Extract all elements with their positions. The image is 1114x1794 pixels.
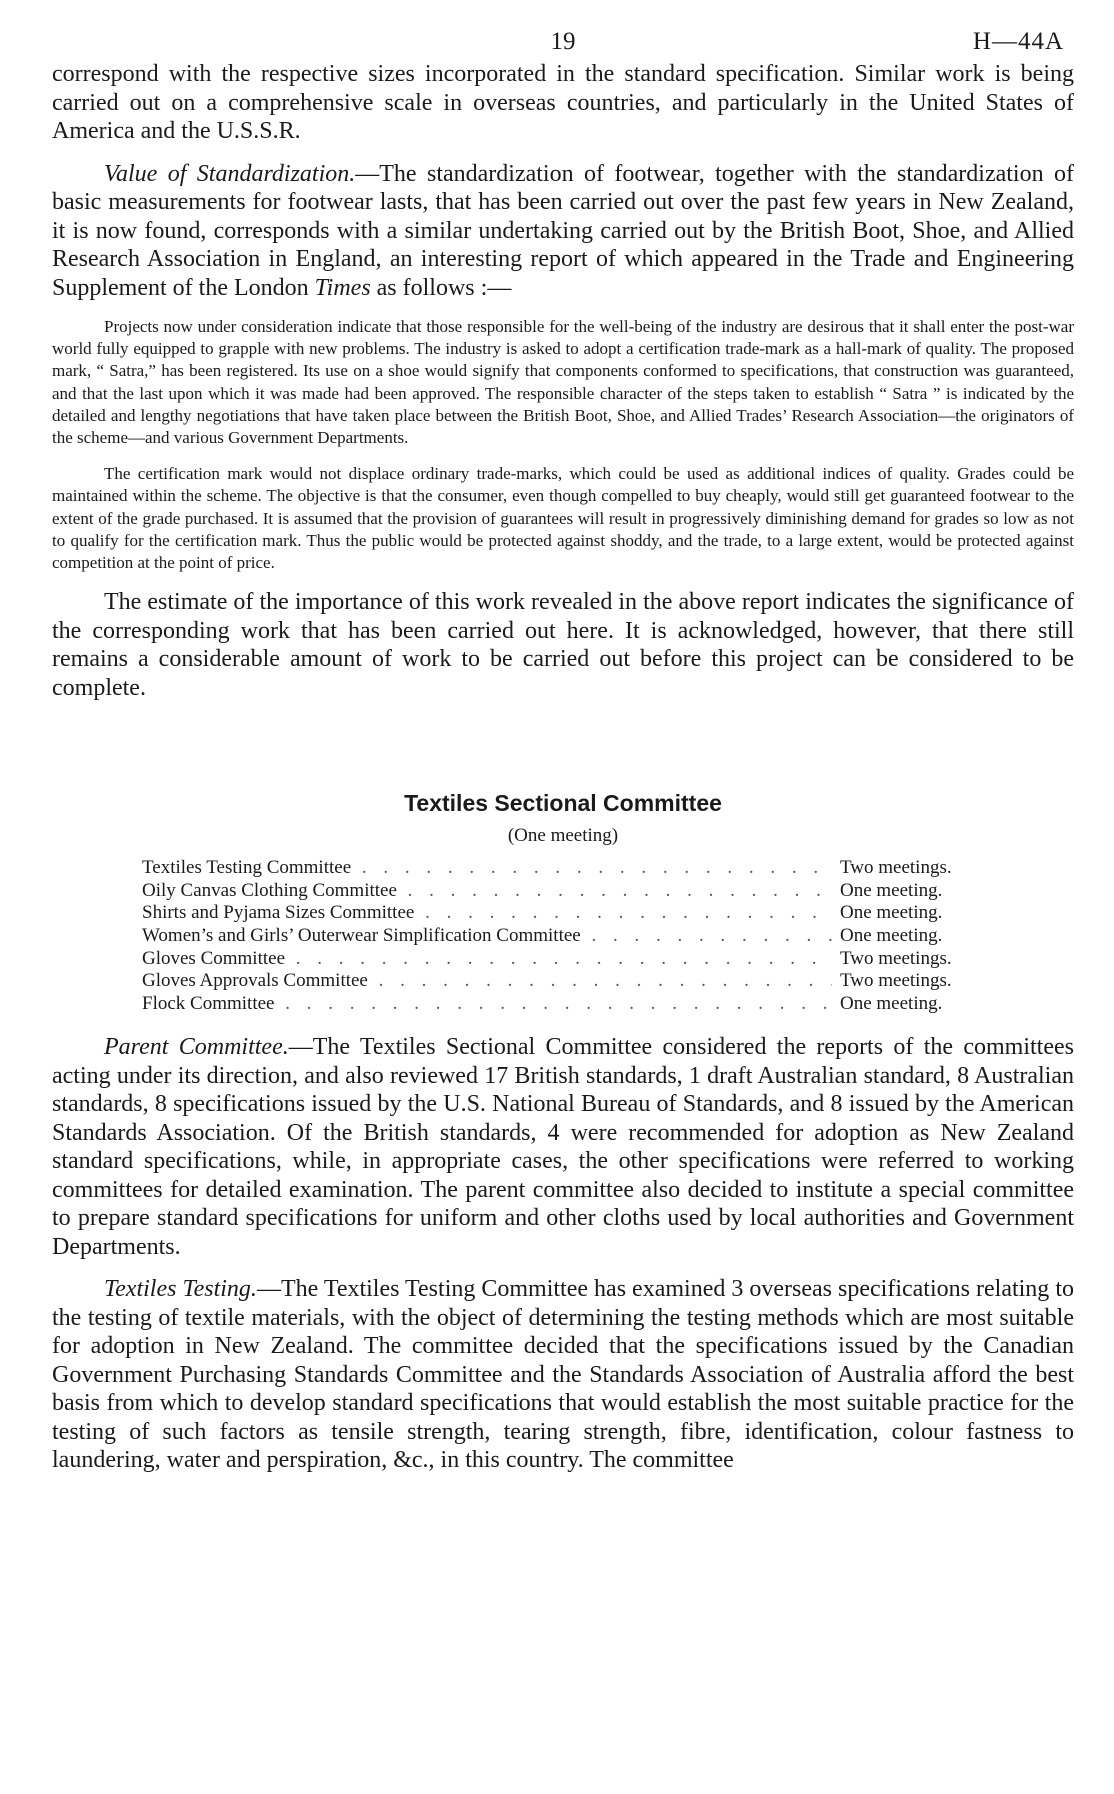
quote-paragraph-2: The certification mark would not displace ordinary trade-marks, which could be used as additional indices of quality. Grades could be maintained within the scheme. The objective is that the consumer, even though compelled to buy cheaply, would still get guaranteed footwear to the extent of the grade purchased. It is assumed that the provision of guarantees will result in progressively diminishing demand for grades so low as not to qualify for the certification mark. Thus the public would be protected against shoddy, and the trade, to a large extent, would be protected against competition at the point of price. <box>52 464 1074 573</box>
list-item <box>142 948 1002 971</box>
page-number: 19 <box>550 28 576 55</box>
paragraph-textiles-testing <box>52 1275 1074 1475</box>
meeting-count: One meeting. <box>840 992 943 1014</box>
section-subtitle: (One meeting) <box>507 825 619 847</box>
committee-name: Oily Canvas Clothing Committee . . . <box>142 880 832 903</box>
meeting-count: Two meetings. <box>840 857 952 879</box>
quote-paragraph-1: Projects now under consideration indicate that those responsible for the well-being of the industry are desirous that it shall enter the post-war world fully equipped to grapple with new problems. The industry is asked to adopt a certification trade-mark as a hall-mark of quality. The proposed mark, “ Satra,” has been registered. Its use on a shoe would signify that components conformed to specifications, that construction was guaranteed, and that the last upon which it was made had been approved. The responsible character of the steps taken to establish “ Satra ” is indicated by the detailed and lengthy negotiations that have taken place between the British Boot, Shoe, and Allied Trades’ Research Association—the originators of the scheme—and various Government Departments. <box>52 317 1074 448</box>
meeting-count: One meeting. <box>840 879 943 901</box>
list-item <box>142 880 1002 903</box>
italic-times: Times <box>314 274 371 301</box>
paragraph-continued: correspond with the respective sizes incorporated in the standard specification. Similar work is being carried out on a comprehensive scale in overseas countries, and particularly in the United States of America and the U.S.S.R. <box>52 61 1074 144</box>
document-reference: H—44A <box>972 28 1064 55</box>
meeting-count: Two meetings. <box>840 947 952 969</box>
meeting-count: Two meetings. <box>840 970 952 992</box>
section-title: Textiles Sectional Committee <box>404 790 722 817</box>
runin-heading: Value of Standardization. <box>104 160 356 187</box>
runin-heading: Textiles Testing. <box>104 1276 257 1303</box>
list-item <box>142 902 1002 925</box>
committee-name: Textiles Testing Committee . . . <box>142 857 832 880</box>
quoted-report <box>52 316 1074 574</box>
paragraph-value-of-standardization <box>52 160 1074 303</box>
committee-name: Gloves Approvals Committee . . . <box>142 970 832 993</box>
meeting-count: One meeting. <box>840 902 943 924</box>
paragraph-text-end: as follows :— <box>370 274 512 301</box>
runin-heading: Parent Committee. <box>104 1034 289 1061</box>
paragraph-parent-committee <box>52 1033 1074 1261</box>
list-item <box>142 857 1002 880</box>
list-item <box>142 925 1002 948</box>
committee-name: Women’s and Girls’ Outerwear Simplification Committee . . . <box>142 925 832 948</box>
paragraph-text: —The standardization of footwear, together with the standardization of basic measurements for footwear lasts, that has been carried out over the past few years in New Zealand, it is now found, corresponds with a similar undertaking carried out by the British Boot, Shoe, and Allied Research Association in England, an interesting report of which appeared in the Trade and Engineering Supplement of the London <box>52 160 1074 301</box>
committee-name: Shirts and Pyjama Sizes Committee . . . <box>142 902 832 925</box>
paragraph-text: —The Textiles Testing Committee has examined 3 overseas specifications relating to the testing of textile materials, with the object of determining the testing methods which are most suitable for adoption in New Zealand. The committee decided that the specifications issued by the Canadian Government Purchasing Standards Committee and the Standards Association of Australia afford the best basis from which to develop standard specifications that would establish the most suitable practice for the testing of such factors as tensile strength, tearing strength, fibre, identification, colour fastness to laundering, water and perspiration, &c., in this country. The committee <box>52 1276 1074 1474</box>
meeting-count: One meeting. <box>840 925 943 947</box>
list-item <box>142 970 1002 993</box>
committee-name: Gloves Committee . . . <box>142 948 832 971</box>
paragraph-text: —The Textiles Sectional Committee considered the reports of the committees acting under its direction, and also reviewed 17 British standards, 1 draft Australian standard, 8 Australian standards, 8 specifications issued by the U.S. National Bureau of Standards, and 8 issued by the American Standards Association. Of the British standards, 4 were recommended for adoption as New Zealand standard specifications, while, in appropriate cases, the other specifications were referred to working committees for detailed examination. The parent committee also decided to institute a special committee to prepare standard specifications for uniform and other cloths used by local authorities and Government Departments. <box>52 1034 1074 1260</box>
committee-name: Flock Committee . . . <box>142 993 832 1016</box>
list-item <box>142 993 1002 1016</box>
page-header <box>52 0 1074 60</box>
committee-meetings-list <box>142 857 1002 1015</box>
paragraph-estimate: The estimate of the importance of this work revealed in the above report indicates the significance of the corresponding work that has been carried out here. It is acknowledged, however, that there still remains a considerable amount of work to be carried out before this project can be considered to be complete. <box>52 589 1074 701</box>
